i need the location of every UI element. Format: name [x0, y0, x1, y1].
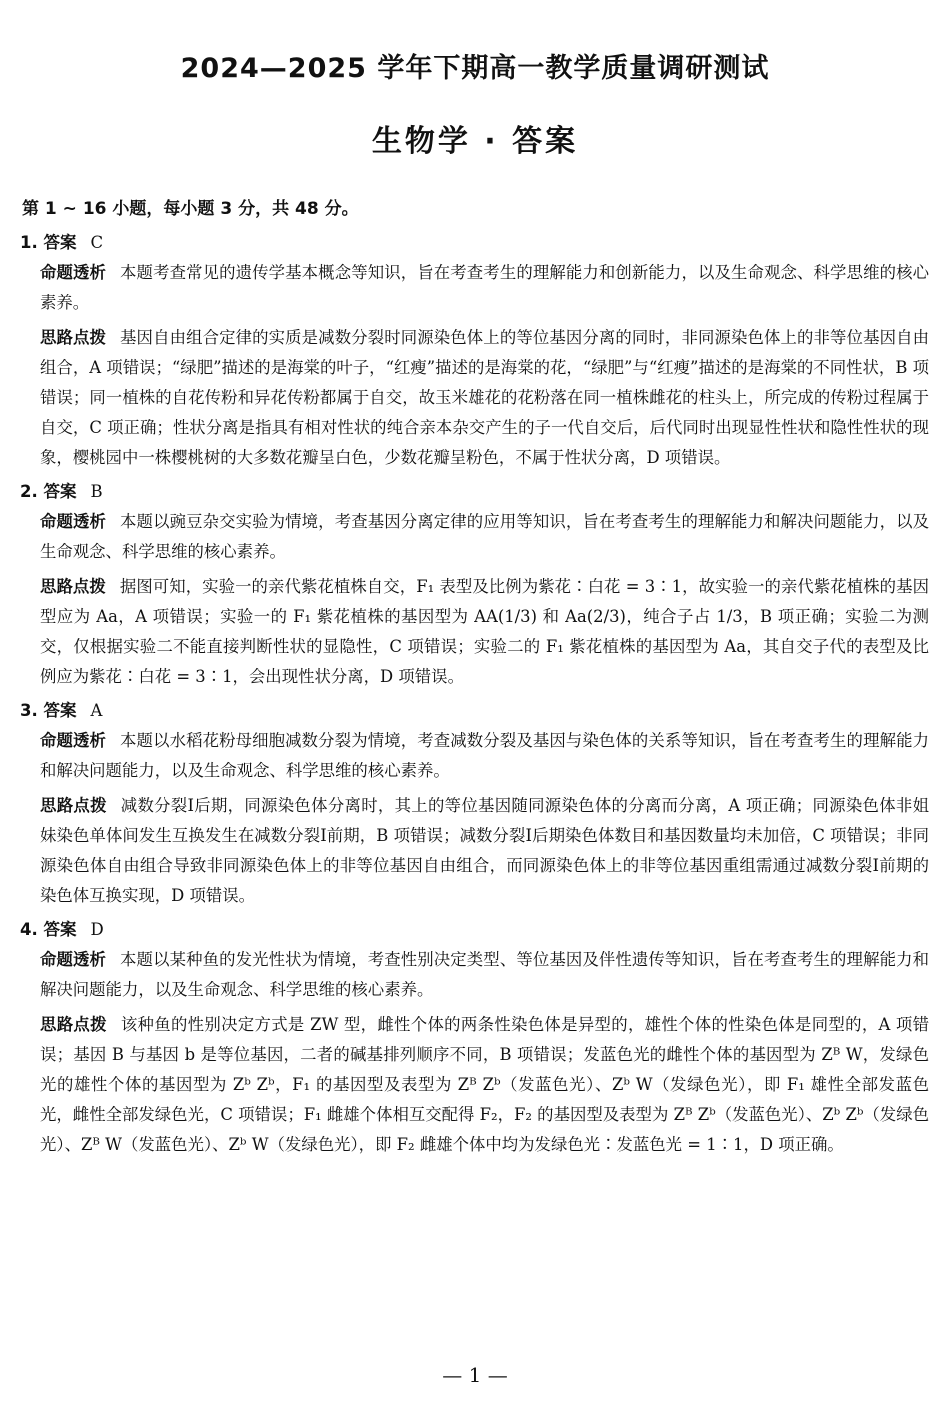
solution-label: 思路点拨 — [40, 796, 107, 815]
solution-label: 思路点拨 — [40, 328, 107, 347]
answer-line — [20, 228, 950, 258]
analysis-block — [40, 945, 929, 1005]
analysis-label: 命题透析 — [40, 950, 107, 969]
solution-text: 据图可知，实验一的亲代紫花植株自交，F₁ 表型及比例为紫花∶白花 = 3∶1，故实验一的亲代紫花植株的基因型应为 Aa，A 项错误；实验一的 F₁ 紫花植株的基因型为 AA(1/3) 和 Aa(2/3)，纯合子占 1/3，B 项正确；实验二为测交，仅根据实验二不能直接判断性状的显隐性，C 项错误；实验二的 F₁ 紫花植株的基因型为 Aa，其自交子代的表型及比例应为紫花∶白花 = 3∶1，会出现性状分离，D 项错误。 — [40, 577, 929, 686]
analysis-block — [40, 726, 929, 786]
document-title: 2024—2025 学年下期高一教学质量调研测试 — [180, 53, 770, 84]
analysis-label: 命题透析 — [40, 263, 107, 282]
answer-list — [0, 228, 950, 1164]
solution-text: 减数分裂Ⅰ后期，同源染色体分离时，其上的等位基因随同源染色体的分离而分离，A 项正确；同源染色体非姐妹染色单体间发生互换发生在减数分裂Ⅰ前期，B 项错误；减数分裂Ⅰ后期染色体数目和基因数量均未加倍，C 项错误；非同源染色体自由组合导致非同源染色体上的非等位基因自由组合，而同源染色体上的非等位基因重组需通过减数分裂Ⅰ前期的染色体互换实现，D 项错误。 — [40, 796, 929, 905]
analysis-text: 本题以豌豆杂交实验为情境，考查基因分离定律的应用等知识，旨在考查考生的理解能力和解决问题能力，以及生命观念、科学思维的核心素养。 — [40, 512, 929, 561]
answer-label: 1. 答案 — [20, 233, 77, 252]
solution-block — [40, 1010, 929, 1160]
analysis-block — [40, 258, 929, 318]
answer-line — [20, 696, 950, 726]
answer-value: B — [90, 482, 103, 501]
question-item — [0, 915, 950, 1160]
answer-label: 4. 答案 — [20, 920, 77, 939]
question-item — [0, 228, 950, 473]
solution-label: 思路点拨 — [40, 1015, 107, 1034]
answer-value: A — [90, 701, 103, 720]
page-number: — 1 — — [442, 1363, 508, 1387]
solution-text: 该种鱼的性别决定方式是 ZW 型，雌性个体的两条性染色体是异型的，雄性个体的性染色体是同型的，A 项错误；基因 B 与基因 b 是等位基因，二者的碱基排列顺序不同，B 项错误；发蓝色光的雌性个体的基因型为 Zᴮ W，发绿色光的雄性个体的基因型为 Zᵇ Zᵇ，F₁ 的基因型及表型为 Zᴮ Zᵇ（发蓝色光）、Zᵇ W（发绿色光），即 F₁ 雄性全部发蓝色光，雌性全部发绿色光，C 项错误；F₁ 雌雄个体相互交配得 F₂，F₂ 的基因型及表型为 Zᴮ Zᵇ（发蓝色光）、Zᵇ Zᵇ（发绿色光）、Zᴮ W（发蓝色光）、Zᵇ W（发绿色光），即 F₂ 雌雄个体中均为发绿色光∶发蓝色光 = 1∶1，D 项正确。 — [40, 1015, 930, 1154]
solution-text: 基因自由组合定律的实质是减数分裂时同源染色体上的等位基因分离的同时，非同源染色体上的非等位基因自由组合，A 项错误；“绿肥”描述的是海棠的叶子，“红瘦”描述的是海棠的花，“绿肥”与“红瘦”描述的是海棠的不同性状，B 项错误；同一植株的自花传粉和异花传粉都属于自交，故玉米雄花的花粉落在同一植株雌花的柱头上，所完成的传粉过程属于自交，C 项正确；性状分离是指具有相对性状的纯合亲本杂交产生的子一代自交后，后代同时出现显性性状和隐性性状的现象，樱桃园中一株樱桃树的大多数花瓣呈白色，少数花瓣呈粉色，不属于性状分离，D 项错误。 — [40, 328, 929, 467]
analysis-text: 本题以某种鱼的发光性状为情境，考查性别决定类型、等位基因及伴性遗传等知识，旨在考查考生的理解能力和解决问题能力，以及生命观念、科学思维的核心素养。 — [40, 950, 929, 999]
analysis-label: 命题透析 — [40, 731, 107, 750]
solution-block — [40, 323, 929, 473]
question-item — [0, 477, 950, 692]
analysis-text: 本题考查常见的遗传学基本概念等知识，旨在考查考生的理解能力和创新能力，以及生命观念、科学思维的核心素养。 — [40, 263, 929, 312]
solution-label: 思路点拨 — [40, 577, 106, 596]
answer-line — [20, 915, 950, 945]
answer-line — [20, 477, 950, 507]
question-item — [0, 696, 950, 911]
answer-value: C — [90, 233, 104, 252]
analysis-block — [40, 507, 929, 567]
answer-label: 3. 答案 — [20, 701, 77, 720]
analysis-label: 命题透析 — [40, 512, 107, 531]
document-subtitle: 生物学 · 答案 — [371, 124, 579, 159]
analysis-text: 本题以水稻花粉母细胞减数分裂为情境，考查减数分裂及基因与染色体的关系等知识，旨在考查考生的理解能力和解决问题能力，以及生命观念、科学思维的核心素养。 — [40, 731, 929, 780]
answer-value: D — [90, 920, 104, 939]
solution-block — [40, 791, 929, 911]
solution-block — [40, 572, 929, 692]
section-intro: 第 1 ~ 16 小题，每小题 3 分，共 48 分。 — [22, 199, 359, 219]
answer-label: 2. 答案 — [20, 482, 77, 501]
